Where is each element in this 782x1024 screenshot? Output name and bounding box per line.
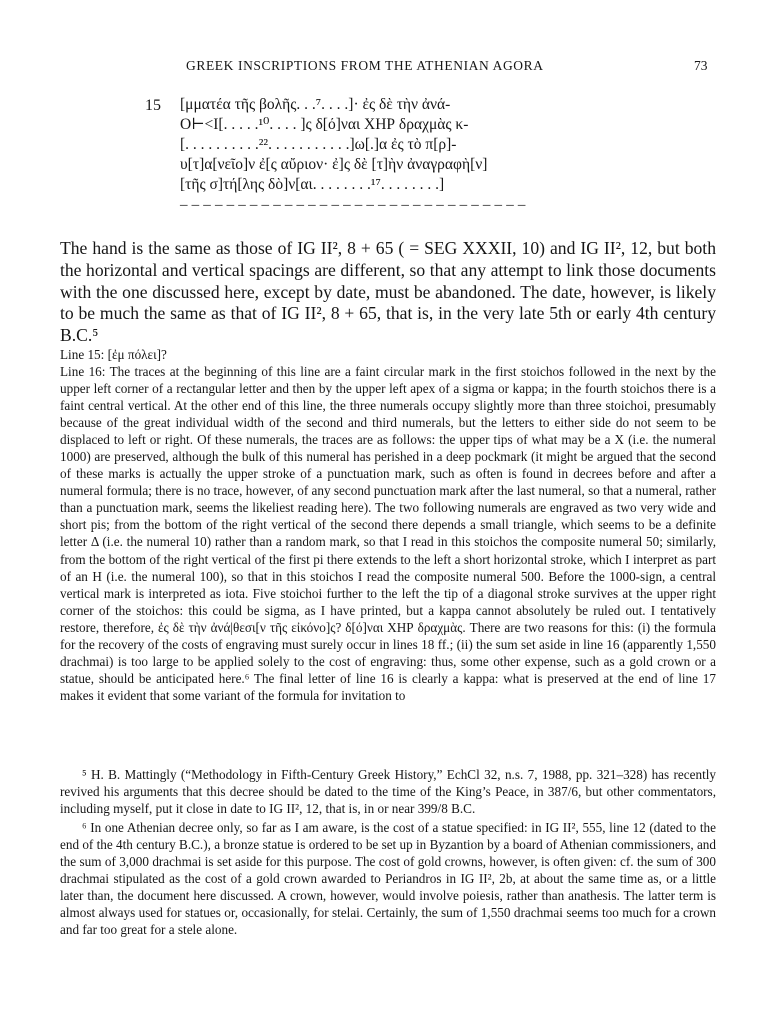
inscription-line: [τῆς σ]τή[λης δὸ]ν[αι. . . . . . . .¹⁷. . . . . . . .] [180,176,445,193]
footnote-6: ⁶ In one Athenian decree only, so far as I am aware, is the cost of a statue specified: in IG II², 555, line 12 (dated to the end of the 4th century B.C.), a bronze statue is ordered to be set up in Byzantion by a board of Athenian commissioners, and the sum of 3,000 drachmai is set aside for this purpose. The cost of gold crowns, however, is often given: cf. the sum of 300 drachmai stipulated as the cost of a gold crown awarded to Periandros in IG II², 2b, at about the same time as, or a little later than, the document here discussed. A crown, however, would involve poiesis, rather than anathesis. The latter term is almost always used for statues or, occasionally, for stelai. Certainly, the sum of 1,550 drachmai seems too much for a crown and far too great for a stele alone. [60,820,716,937]
footnote-5: ⁵ H. B. Mattingly (“Methodology in Fifth-Century Greek History,” EchCl 32, n.s. 7, 1988, pp. 321–328) has recently revived his arguments that this decree should be dated to the time of the King’s Peace, in 387/6, but other commentators, including myself, put it close in date to IG II², 12, that is, in or near 399/8 B.C. [60,767,716,816]
body-paragraph: The hand is the same as those of IG II², 8 + 65 ( = SEG XXXII, 10) and IG II², 12, but both the horizontal and vertical spacings are different, so that any attempt to link those documents with the one discussed here, except by date, must be abandoned. The date, however, is likely to be much the same as that of IG II², 8 + 65, that is, in the very late 5th or early 4th century B.C.⁵ [60,238,716,346]
inscription-line: υ[τ]α[νεῖο]ν ἐ[ς αὔριον· ἐ]ς δὲ [τ]ὴν ἀναγραφὴ[ν] [180,156,488,173]
inscription-text [145,95,570,214]
running-head: GREEK INSCRIPTIONS FROM THE ATHENIAN AGORA [186,58,544,73]
inscription-line-number: 15 [145,97,161,114]
inscription-line: Ο⊢<Ι[. . . . .¹⁰. . . . ]ς δ[ό]ναι ΧΗΡ δραχμὰς κ- [180,116,469,133]
line-16-commentary: Line 16: The traces at the beginning of this line are a faint circular mark in the first stoichos followed in the next by the upper left corner of a rectangular letter and then by the upper left apex of a sigma or kappa; in the fourth stoichos there is a faint central vertical. At the other end of this line, the three numerals occupy slightly more than three stoichoi, presumably because of the great individual width of the second and third numerals, but the letters to either side do not seem to be displaced to left or right. Of these numerals, the traces are as follows: the upper tips of what may be a X (i.e. the numeral 1000) are preserved, although the bulk of this numeral has perished in a deep pockmark (it might be argued that the second of these marks is actually the upper stroke of a punctuation mark, such as often is found in decrees before and after a numeral formula; there is no trace, however, of any second punctuation mark after the last numeral, so that a numeral, rather than a punctuation mark, seems the likeliest reading here). The two following numerals are engraved as two very wide and short pis; from the bottom of the right vertical of the second there depends a small triangle, which seems to be a definite letter Δ (i.e. the numeral 10) rather than a random mark, so that I read in this stoichos the composite numeral 50; similarly, from the bottom of the right vertical of the first pi there extends to the left a short horizontal stroke, which I interpret as part of an H (i.e. the numeral 100), so that in this stoichos I read the composite numeral 500. Before the 1000-sign, a central vertical mark is interpreted as iota. Five stoichoi further to the left the tip of a diagonal stroke survives at the upper right corner of the stoichos: this could be sigma, as I have printed, but a kappa cannot absolutely be ruled out. I tentatively restore, therefore, ἐς δὲ τὴν ἀνά|θεσι[ν τῆς εἰκόνο]ς? δ[ό]ναι ΧΗΡ δραχμὰς. There are two reasons for this: (i) the formula for the recovery of the costs of engraving must surely occur in lines 18 ff.; (ii) the sum set aside in line 16 (apparently 1,550 drachmai) is too large to be applied solely to the cost of engraving: thus, some other expense, such as a gold crown or a statue, should be anticipated here.⁶ The final letter of line 16 is clearly a kappa: what is preserved at the end of line 17 makes it evident that some variant of the formula for invitation to [60,364,716,703]
lacuna-dash-line: – – – – – – – – – – – – – – – – – – – – – – – – – – – – – – [180,197,526,213]
inscription-line: [μματέα τῆς βολῆς. . .⁷. . . .]· ἐς δὲ τὴν ἀνά- [180,96,451,113]
line-15-lemma: Line 15: [ἐμ πόλει]? [60,347,167,362]
inscription-line: [. . . . . . . . . .²². . . . . . . . . . .]ω[.]α ἐς τὸ π[ρ]- [180,136,457,153]
page-number: 73 [694,58,708,73]
inscription-lines [180,95,570,195]
